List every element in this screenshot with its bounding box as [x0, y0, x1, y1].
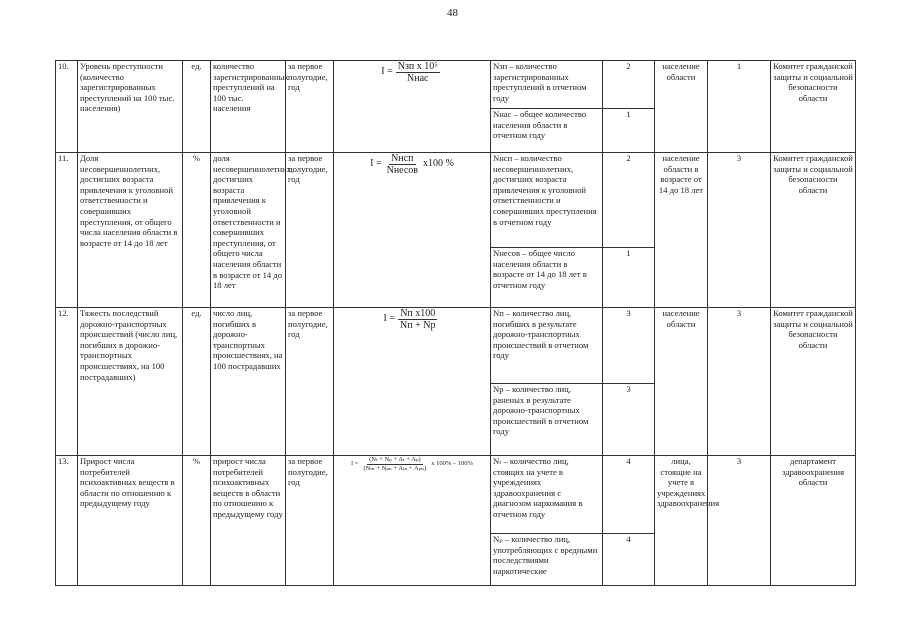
variable-description: Nзп – количество зарегистрированных преступлений в отчетном году — [491, 61, 603, 109]
unit: % — [183, 456, 211, 586]
formula-fraction — [361, 456, 428, 473]
formula-lhs: I — [370, 158, 374, 170]
indicator-name: Тяжесть последствий дорожно-транспортных происшествий (число лиц, погибших в дорожно-транспортных происшествиях, на 100 пострадавших) — [78, 308, 183, 456]
variable-description: Nнас – общее количество населения области в отчетном году — [491, 109, 603, 153]
responsible-body: Комитет гражданской защиты и социальной безопасности области — [771, 153, 856, 308]
variable-code: 1 — [603, 248, 655, 308]
formula-denominator: Nнесов — [386, 165, 419, 176]
reporting-period: за первое полугодие, год — [286, 308, 334, 456]
row-number: 10. — [56, 61, 78, 153]
responsible-body: департамент здравоохранения области — [771, 456, 856, 586]
formula-fraction — [398, 308, 437, 331]
formula-numerator: Nп x100 — [400, 308, 436, 319]
column-8-value: 3 — [708, 456, 771, 586]
variable-code: 2 — [603, 153, 655, 248]
population-scope: население области — [655, 308, 708, 456]
variable-description: Nнесов – общее число населения области в возрасте от 14 до 18 лет в отчетном году — [491, 248, 603, 308]
variable-code: 4 — [603, 456, 655, 534]
formula-numerator: Nнсп — [391, 153, 414, 164]
indicator-definition: доля несовершеннолетних, достигших возраста привлечения к уголовной ответственности и совершивших преступления, от общего числа населения области в возрасте от 14 до 18 лет — [211, 153, 286, 308]
variable-code: 1 — [603, 109, 655, 153]
formula-tail: x 100% – 100% — [431, 460, 473, 468]
formula-eq: = — [387, 66, 393, 78]
responsible-body: Комитет гражданской защиты и социальной безопасности области — [771, 308, 856, 456]
unit: % — [183, 153, 211, 308]
indicator-name: Уровень преступности (количество зарегистрированных преступлений на 100 тыс. населения) — [78, 61, 183, 153]
variable-code: 2 — [603, 61, 655, 109]
formula-eq: = — [389, 313, 396, 325]
column-8-value: 3 — [708, 308, 771, 456]
formula — [334, 153, 491, 308]
indicator-definition: количество зарегистрированных преступлений на 100 тыс. населения — [211, 61, 286, 153]
responsible-body: Комитет гражданской защиты и социальной безопасности области — [771, 61, 856, 153]
formula — [334, 308, 491, 456]
table-row — [56, 153, 856, 248]
population-scope: население области — [655, 61, 708, 153]
population-scope: население области в возрасте от 14 до 18 лет — [655, 153, 708, 308]
variable-description: Nₜ – количество лиц, стоящих на учете в учреждениях здравоохранения с диагнозом наркомания в отчетном году — [491, 456, 603, 534]
indicators-table — [55, 60, 856, 586]
indicator-name: Доля несовершеннолетних, достигших возраста привлечения к уголовной ответственности и совершивших преступления, от общего числа населения области в возрасте от 14 до 18 лет — [78, 153, 183, 308]
variable-code: 3 — [603, 384, 655, 456]
formula-lhs: I — [383, 313, 387, 325]
variable-code: 3 — [603, 308, 655, 384]
reporting-period: за первое полугодие, год — [286, 153, 334, 308]
formula-numerator: (Nₜ + Nₚ + Aₜ + Aₚ) — [369, 456, 421, 463]
formula-denominator: Nнас — [407, 73, 429, 84]
unit: ед. — [183, 61, 211, 153]
indicator-name: Прирост числа потребителей психоактивных веществ в области по отношению к предыдущему году — [78, 456, 183, 586]
formula-fraction — [385, 153, 420, 176]
formula — [334, 456, 491, 586]
formula-denominator: Nп + Nр — [400, 320, 436, 331]
formula-denominator: (Nₜₙ + Nₚₙ + Aₜₙ + Aₚₙ) — [363, 465, 427, 472]
variable-description: Nₚ – количество лиц, употребляющих с вредными последствиями наркотические — [491, 534, 603, 586]
row-number: 12. — [56, 308, 78, 456]
formula-lhs: I — [381, 66, 385, 78]
column-8-value: 1 — [708, 61, 771, 153]
variable-code: 4 — [603, 534, 655, 586]
indicator-definition: число лиц, погибших в дорожно-транспортных происшествиях, на 100 пострадавших — [211, 308, 286, 456]
table-row — [56, 308, 856, 384]
formula-tail: x100 % — [423, 158, 454, 170]
column-8-value: 3 — [708, 153, 771, 308]
row-number: 13. — [56, 456, 78, 586]
variable-description: Nр – количество лиц, раненых в результате дорожно-транспортных происшествий в отчетном году — [491, 384, 603, 456]
formula-numerator: Nзп x 10⁵ — [397, 61, 438, 72]
table-row — [56, 61, 856, 109]
row-number: 11. — [56, 153, 78, 308]
formula-eq: = — [375, 158, 382, 170]
formula-eq: = — [354, 460, 359, 468]
indicator-definition: прирост числа потребителей психоактивных веществ в области по отношению к предыдущему году — [211, 456, 286, 586]
page-number: 48 — [447, 7, 458, 19]
formula — [334, 61, 491, 153]
population-scope: лица, стоящие на учете в учреждениях здравоохранения — [655, 456, 708, 586]
reporting-period: за первое полугодие, год — [286, 61, 334, 153]
formula-lhs: I — [351, 460, 354, 468]
reporting-period: за первое полугодие, год — [286, 456, 334, 586]
variable-description: Nп – количество лиц, погибших в результате дорожно-транспортных происшествий в отчетном году — [491, 308, 603, 384]
unit: ед. — [183, 308, 211, 456]
formula-fraction — [396, 61, 440, 84]
variable-description: Nнсп – количество несовершеннолетних, достигших возраста привлечения к уголовной ответственности и совершивших преступления в отчетном году — [491, 153, 603, 248]
table-row — [56, 456, 856, 534]
